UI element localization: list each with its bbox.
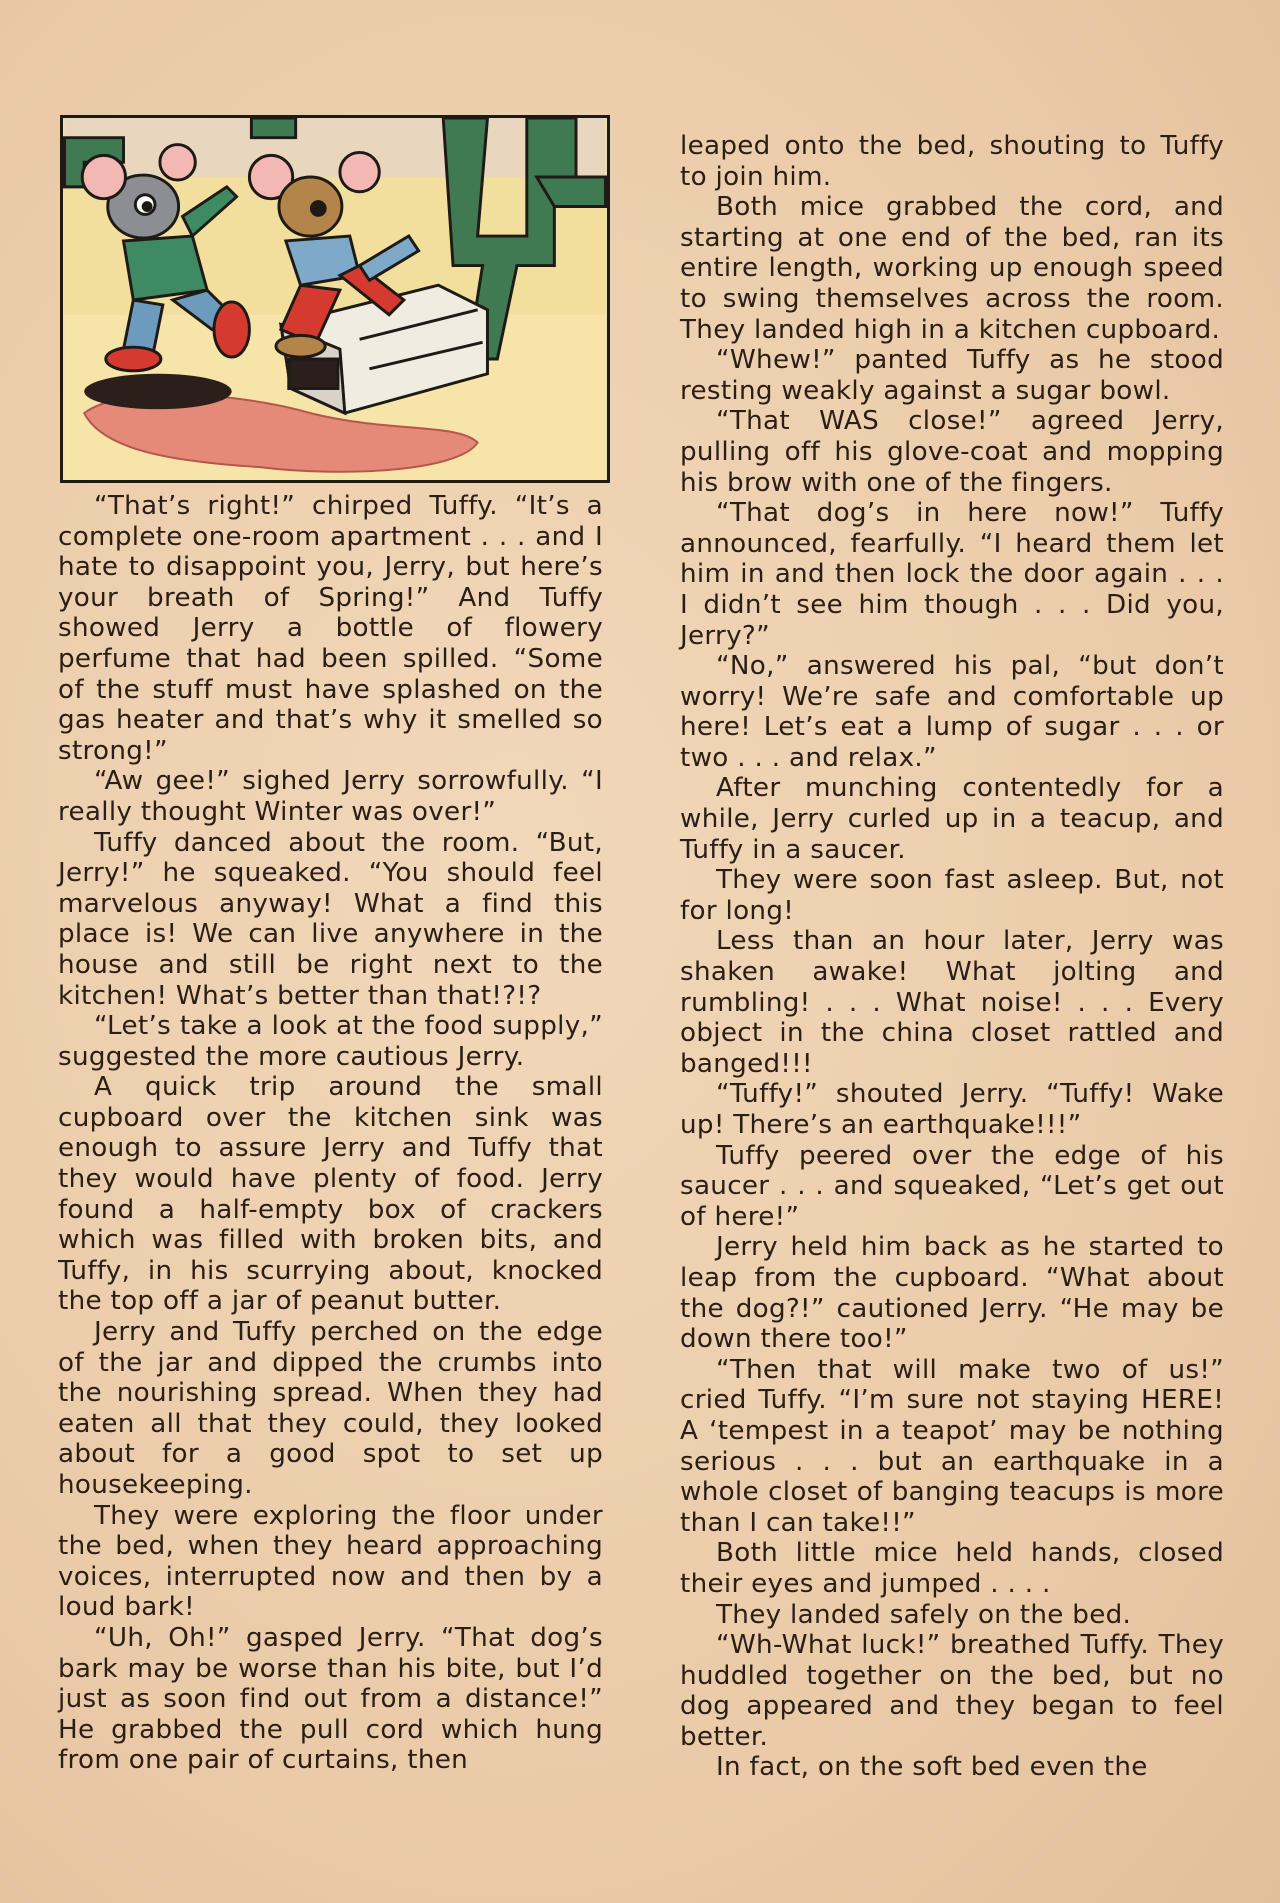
story-paragraph: A quick trip around the small cupboard over the kitchen sink was enough to assure Jerry and Tuffy that they would have plenty of food. Jerry found a half-empty box of crackers which was filled with broken bits, and Tuffy, in his scurrying about, knocked the top off a jar of peanut butter. (58, 1072, 603, 1317)
story-paragraph: They were exploring the floor under the bed, when they heard approaching voices, interrupted now and then by a loud bark! (58, 1500, 603, 1623)
story-paragraph: Tuffy peered over the edge of his saucer . . . and squeaked, “Let’s get out of here!” (680, 1140, 1224, 1232)
story-paragraph: “Whew!” panted Tuffy as he stood resting weakly against a sugar bowl. (680, 345, 1224, 406)
story-paragraph: “That dog’s in here now!” Tuffy announced, fearfully. “I heard them let him in and then lock the door again . . . I didn’t see him though . . . Did you, Jerry?” (680, 498, 1224, 651)
story-paragraph: “No,” answered his pal, “but don’t worry! We’re safe and comfortable up here! Let’s eat a lump of sugar . . . or two . . . and relax.” (680, 651, 1224, 773)
left-text-column (58, 491, 603, 1776)
story-paragraph: In fact, on the soft bed even the (716, 1752, 1148, 1783)
story-paragraph: They were soon fast asleep. But, not for long! (680, 865, 1224, 926)
story-paragraph: After munching contentedly for a while, Jerry curled up in a teacup, and Tuffy in a saucer. (680, 773, 1224, 865)
story-paragraph: Jerry and Tuffy perched on the edge of the jar and dipped the crumbs into the nourishing spread. When they had eaten all that they could, they looked about for a good spot to set up housekeeping. (58, 1317, 603, 1500)
story-paragraph: “That WAS close!” agreed Jerry, pulling off his glove-coat and mopping his brow with one of the fingers. (680, 406, 1224, 498)
story-paragraph: “Uh, Oh!” gasped Jerry. “That dog’s bark may be worse than his bite, but I’d just as soon find out from a distance!” He grabbed the pull cord which hung from one pair of curtains, then (58, 1622, 603, 1776)
story-illustration (60, 115, 610, 483)
story-paragraph: Jerry held him back as he started to leap from the cupboard. “What about the dog?!” cautioned Jerry. “He may be down there too!” (680, 1232, 1224, 1355)
mice-perfume-illustration (63, 118, 607, 480)
story-paragraph: They landed safely on the bed. (716, 1599, 1132, 1630)
story-paragraph: “Let’s take a look at the food supply,” suggested the more cautious Jerry. (58, 1011, 603, 1072)
story-paragraph: Both mice grabbed the cord, and starting at one end of the bed, ran its entire length, working up enough speed to swing themselves across the room. They landed high in a kitchen cupboard. (680, 192, 1224, 345)
story-paragraph: “Wh-What luck!” breathed Tuffy. They huddled together on the bed, but no dog appeared and they began to feel better. (680, 1630, 1224, 1752)
story-paragraph-continued: leaped onto the bed, shouting to Tuffy to join him. (680, 131, 1224, 192)
story-paragraph: “That’s right!” chirped Tuffy. “It’s a complete one-room apartment . . . and I hate to disappoint you, Jerry, but here’s your breath of Spring!” And Tuffy showed Jerry a bottle of flowery perfume that had been spilled. “Some of the stuff must have splashed on the gas heater and that’s why it smelled so strong!” (58, 491, 603, 766)
right-text-column (680, 131, 1224, 1783)
story-paragraph: Less than an hour later, Jerry was shaken awake! What jolting and rumbling! . . . What noise! . . . Every object in the china closet rattled and banged!!! (680, 926, 1224, 1079)
story-paragraph: Tuffy danced about the room. “But, Jerry!” he squeaked. “You should feel marvelous anyway! What a find this place is! We can live anywhere in the house and still be right next to the kitchen! What’s better than that!?!? (58, 827, 603, 1011)
story-paragraph: “Aw gee!” sighed Jerry sorrowfully. “I really thought Winter was over!” (58, 766, 603, 827)
story-paragraph: “Then that will make two of us!” cried Tuffy. “I’m sure not staying HERE! A ‘tempest in a teapot’ may be nothing serious . . . but an earthquake in a whole closet of banging teacups is more than I can take!!” (680, 1354, 1224, 1538)
story-paragraph: “Tuffy!” shouted Jerry. “Tuffy! Wake up! There’s an earthquake!!!” (680, 1079, 1224, 1140)
story-paragraph: Both little mice held hands, closed their eyes and jumped . . . . (680, 1538, 1224, 1599)
